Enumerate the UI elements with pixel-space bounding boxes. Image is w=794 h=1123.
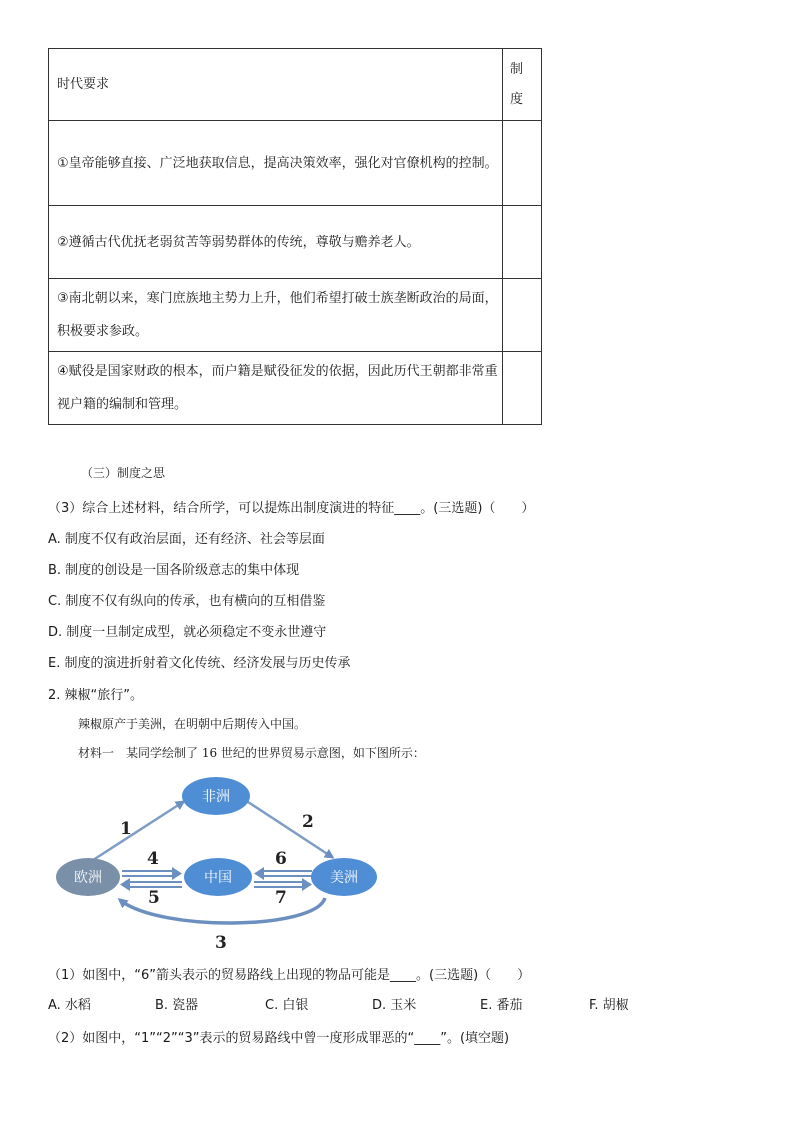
q2-stem: （2）如图中，“1”“2”“3”表示的贸易路线中曾一度形成罪恶的“____”。(填空题) [48,1031,510,1046]
q3-option-b[interactable]: B. 制度的创设是一国各阶级意志的集中体现 [48,563,300,578]
q3-stem: （3）综合上述材料，结合所学，可以提炼出制度演进的特征____。(三选题)（ ） [48,501,535,516]
route-label-1: 1 [120,819,132,839]
route-label-5: 5 [148,888,160,908]
q1-option-a[interactable]: A. 水稻 [48,998,91,1013]
route-2-arrow [248,802,332,857]
node-europe-label: 欧洲 [74,870,102,886]
row-text: ①皇帝能够直接、广泛地获取信息，提高决策效率，强化对官僚机构的控制。 [49,121,503,206]
q3-option-d[interactable]: D. 制度一旦制定成型，就必须稳定不变永世遵守 [48,625,327,640]
q1-option-d[interactable]: D. 玉米 [372,998,417,1013]
route-label-6: 6 [275,849,287,869]
q1-stem: （1）如图中，“6”箭头表示的贸易路线上出现的物品可能是____。(三选题)（ ） [48,968,531,983]
node-america-label: 美洲 [330,870,358,886]
trade-route-diagram [50,770,390,955]
q3-option-a[interactable]: A. 制度不仅有政治层面，还有经济、社会等层面 [48,532,325,547]
route-1-arrow [90,802,183,862]
row-text: ③南北朝以来，寒门庶族地主势力上升，他们希望打破士族垄断政治的局面，积极要求参政。 [49,279,503,352]
node-america [311,858,377,896]
node-china [184,858,252,896]
header-era-requirement: 时代要求 [49,49,503,121]
route-label-3: 3 [215,933,227,953]
table-row [49,121,542,206]
table-header-row [49,49,542,121]
answer-cell[interactable] [503,206,542,279]
route-label-7: 7 [275,888,287,908]
q3-option-e[interactable]: E. 制度的演进折射着文化传统、经济发展与历史传承 [48,656,351,671]
q1-option-e[interactable]: E. 番茄 [480,998,523,1013]
table-row [49,352,542,425]
node-africa-label: 非洲 [202,789,230,805]
route-label-2: 2 [302,812,314,832]
table-row [49,279,542,352]
row-text: ②遵循古代优抚老弱贫苦等弱势群体的传统，尊敬与赡养老人。 [49,206,503,279]
q1-option-f[interactable]: F. 胡椒 [589,998,629,1013]
q1-option-c[interactable]: C. 白银 [265,998,309,1013]
pepper-question-title: 2. 辣椒“旅行”。 [48,688,144,703]
q3-option-c[interactable]: C. 制度不仅有纵向的传承，也有横向的互相借鉴 [48,594,326,609]
era-system-table [48,48,542,425]
answer-cell[interactable] [503,279,542,352]
table-row [49,206,542,279]
header-system: 制度 [503,49,542,121]
node-europe [56,858,120,896]
route-label-4: 4 [147,849,159,869]
material-one: 材料一 某同学绘制了 16 世纪的世界贸易示意图，如下图所示： [78,746,425,760]
node-china-label: 中国 [204,870,232,886]
row-text: ④赋役是国家财政的根本，而户籍是赋役征发的依据，因此历代王朝都非常重视户籍的编制和管理。 [49,352,503,425]
node-africa [182,777,250,815]
answer-cell[interactable] [503,121,542,206]
pepper-intro: 辣椒原产于美洲，在明朝中后期传入中国。 [78,717,307,731]
answer-cell[interactable] [503,352,542,425]
section-title: （三）制度之思 [81,466,166,480]
q1-option-b[interactable]: B. 瓷器 [155,998,199,1013]
